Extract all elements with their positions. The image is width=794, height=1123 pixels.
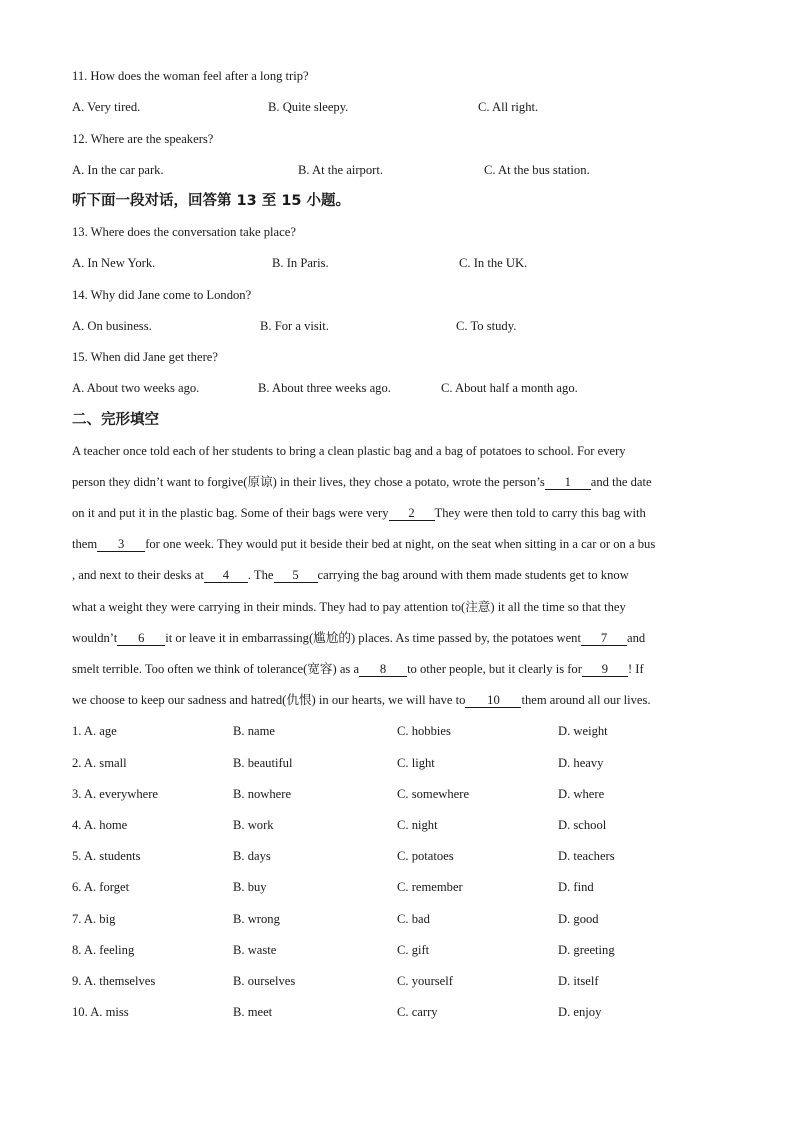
passage-line-6: what a weight they were carrying in their minds. They had to pay attention to(注意) it all the time so that they xyxy=(72,600,626,614)
blank-10[interactable]: 10 xyxy=(465,693,521,708)
q14-option-b: B. For a visit. xyxy=(260,319,329,333)
cloze-7-option-c: C. bad xyxy=(397,912,430,926)
cloze-6-option-b: B. buy xyxy=(233,880,267,894)
cloze-3-option-c: C. somewhere xyxy=(397,787,470,801)
q14-option-a: A. On business. xyxy=(72,319,152,333)
blank-9[interactable]: 9 xyxy=(582,662,628,677)
section-title-cloze: 二、完形填空 xyxy=(72,412,159,428)
cloze-8-option-a: 8. A. feeling xyxy=(72,943,135,957)
cloze-1-option-d: D. weight xyxy=(558,724,608,738)
q11-option-a: A. Very tired. xyxy=(72,100,141,114)
cloze-4-option-a: 4. A. home xyxy=(72,818,128,832)
cloze-9-option-b: B. ourselves xyxy=(233,974,296,988)
passage-line-9: we choose to keep our sadness and hatred(仇恨) in our hearts, we will have to 10 them around all our lives. xyxy=(72,693,651,707)
cloze-2-option-d: D. heavy xyxy=(558,756,604,770)
cloze-10-option-b: B. meet xyxy=(233,1005,273,1019)
cloze-5-option-c: C. potatoes xyxy=(397,849,454,863)
question-13: 13. Where does the conversation take place? xyxy=(72,225,296,239)
cloze-2-option-b: B. beautiful xyxy=(233,756,293,770)
cloze-5-option-d: D. teachers xyxy=(558,849,615,863)
passage-line-1: A teacher once told each of her students to bring a clean plastic bag and a bag of potatoes to school. For every xyxy=(72,444,626,458)
cloze-9-option-d: D. itself xyxy=(558,974,599,988)
cloze-4-option-d: D. school xyxy=(558,818,607,832)
cloze-3-option-b: B. nowhere xyxy=(233,787,292,801)
q13-option-c: C. In the UK. xyxy=(459,256,528,270)
cloze-8-option-c: C. gift xyxy=(397,943,430,957)
blank-2[interactable]: 2 xyxy=(389,506,435,521)
blank-6[interactable]: 6 xyxy=(117,631,165,646)
cloze-8-option-b: B. waste xyxy=(233,943,277,957)
passage-line-5: , and next to their desks at 4 . The 5 carrying the bag around with them made students get to know xyxy=(72,568,629,582)
q14-option-c: C. To study. xyxy=(456,319,517,333)
question-14: 14. Why did Jane come to London? xyxy=(72,288,252,302)
q15-option-b: B. About three weeks ago. xyxy=(258,381,391,395)
blank-4[interactable]: 4 xyxy=(204,568,248,583)
q15-option-c: C. About half a month ago. xyxy=(441,381,578,395)
passage-line-3: on it and put it in the plastic bag. Some of their bags were very 2 They were then told to carry this bag with xyxy=(72,506,646,520)
q12-option-b: B. At the airport. xyxy=(298,163,383,177)
cloze-10-option-c: C. carry xyxy=(397,1005,438,1019)
blank-5[interactable]: 5 xyxy=(274,568,318,583)
cloze-7-option-b: B. wrong xyxy=(233,912,280,926)
blank-7[interactable]: 7 xyxy=(581,631,627,646)
passage-line-8: smelt terrible. Too often we think of tolerance(宽容) as a 8 to other people, but it clearly is for 9 ! If xyxy=(72,662,644,676)
question-11: 11. How does the woman feel after a long trip? xyxy=(72,69,309,83)
q11-option-c: C. All right. xyxy=(478,100,539,114)
cloze-8-option-d: D. greeting xyxy=(558,943,615,957)
cloze-10-option-d: D. enjoy xyxy=(558,1005,602,1019)
q12-option-a: A. In the car park. xyxy=(72,163,164,177)
cloze-7-option-d: D. good xyxy=(558,912,599,926)
cloze-9-option-c: C. yourself xyxy=(397,974,453,988)
cloze-1-option-a: 1. A. age xyxy=(72,724,117,738)
question-15: 15. When did Jane get there? xyxy=(72,350,218,364)
cloze-3-option-a: 3. A. everywhere xyxy=(72,787,159,801)
cloze-1-option-b: B. name xyxy=(233,724,275,738)
passage-line-2: person they didn’t want to forgive(原谅) in their lives, they chose a potato, wrote the person’s 1 and the date xyxy=(72,475,652,489)
q12-option-c: C. At the bus station. xyxy=(484,163,590,177)
blank-3[interactable]: 3 xyxy=(97,537,145,552)
cloze-4-option-b: B. work xyxy=(233,818,274,832)
cloze-4-option-c: C. night xyxy=(397,818,438,832)
cloze-6-option-d: D. find xyxy=(558,880,594,894)
cloze-5-option-a: 5. A. students xyxy=(72,849,141,863)
cloze-9-option-a: 9. A. themselves xyxy=(72,974,156,988)
cloze-3-option-d: D. where xyxy=(558,787,605,801)
blank-1[interactable]: 1 xyxy=(545,475,591,490)
cloze-5-option-b: B. days xyxy=(233,849,271,863)
q15-option-a: A. About two weeks ago. xyxy=(72,381,200,395)
blank-8[interactable]: 8 xyxy=(359,662,407,677)
question-12: 12. Where are the speakers? xyxy=(72,132,214,146)
cloze-6-option-a: 6. A. forget xyxy=(72,880,130,894)
q13-option-b: B. In Paris. xyxy=(272,256,329,270)
passage-line-7: wouldn’t 6 it or leave it in embarrassing(尴尬的) places. As time passed by, the potatoes went 7 and xyxy=(72,631,646,645)
passage-line-4: them 3 for one week. They would put it beside their bed at night, on the seat when sitting in a car or on a bus xyxy=(72,537,656,551)
cloze-7-option-a: 7. A. big xyxy=(72,912,116,926)
q13-option-a: A. In New York. xyxy=(72,256,156,270)
listening-instruction: 听下面一段对话，回答第 13 至 15 小题。 xyxy=(72,193,351,209)
q11-option-b: B. Quite sleepy. xyxy=(268,100,349,114)
cloze-6-option-c: C. remember xyxy=(397,880,463,894)
cloze-2-option-a: 2. A. small xyxy=(72,756,127,770)
cloze-10-option-a: 10. A. miss xyxy=(72,1005,129,1019)
cloze-1-option-c: C. hobbies xyxy=(397,724,451,738)
cloze-2-option-c: C. light xyxy=(397,756,435,770)
